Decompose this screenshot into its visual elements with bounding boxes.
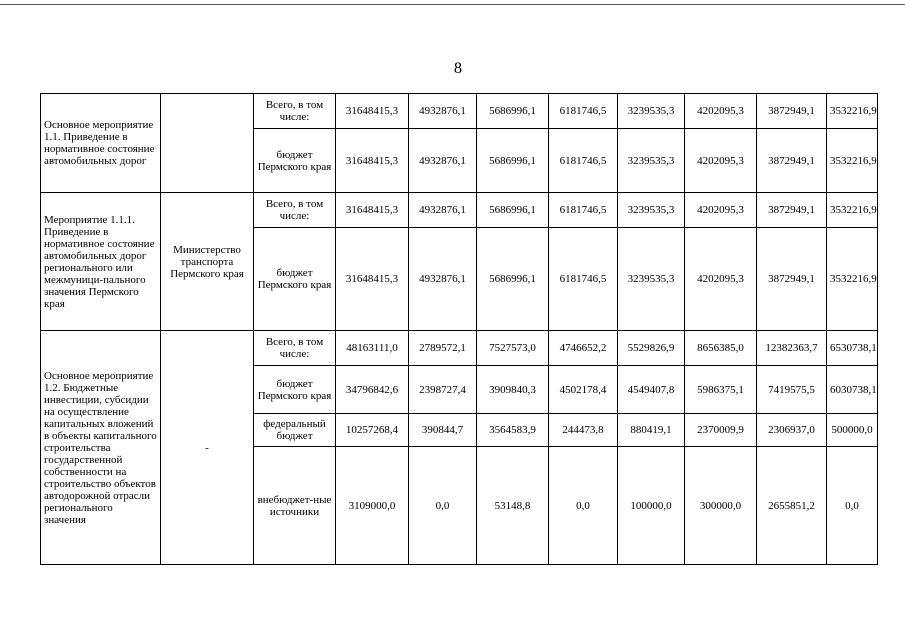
- funding-source: внебюджет-ные источники: [254, 447, 336, 565]
- amount-cell: 6030738,1: [827, 366, 878, 414]
- amount-cell: 0,0: [827, 447, 878, 565]
- executor-cell: -: [161, 331, 254, 565]
- amount-cell: 5686996,1: [477, 193, 549, 228]
- funding-source: федеральный бюджет: [254, 414, 336, 447]
- amount-cell: 7419575,5: [757, 366, 827, 414]
- amount-cell: 880419,1: [618, 414, 685, 447]
- table-row: [41, 94, 878, 129]
- amount-cell: 3872949,1: [757, 193, 827, 228]
- table-row: [41, 331, 878, 366]
- amount-cell: 300000,0: [685, 447, 757, 565]
- amount-cell: 31648415,3: [336, 94, 409, 129]
- amount-cell: 390844,7: [409, 414, 477, 447]
- page-number: 8: [454, 60, 462, 77]
- amount-cell: 2789572,1: [409, 331, 477, 366]
- amount-cell: 34796842,6: [336, 366, 409, 414]
- funding-source: бюджет Пермского края: [254, 366, 336, 414]
- amount-cell: 31648415,3: [336, 193, 409, 228]
- amount-cell: 48163111,0: [336, 331, 409, 366]
- amount-cell: 6530738,1: [827, 331, 878, 366]
- amount-cell: 3239535,3: [618, 129, 685, 193]
- amount-cell: 5986375,1: [685, 366, 757, 414]
- amount-cell: 500000,0: [827, 414, 878, 447]
- amount-cell: 6181746,5: [549, 228, 618, 331]
- amount-cell: 4932876,1: [409, 129, 477, 193]
- program-table: [40, 93, 878, 565]
- executor-cell: Министерство транспорта Пермского края: [161, 193, 254, 331]
- amount-cell: 10257268,4: [336, 414, 409, 447]
- table-row: [41, 193, 878, 228]
- amount-cell: 4202095,3: [685, 129, 757, 193]
- amount-cell: 3532216,9: [827, 193, 878, 228]
- amount-cell: 100000,0: [618, 447, 685, 565]
- amount-cell: 3532216,9: [827, 94, 878, 129]
- funding-source: бюджет Пермского края: [254, 228, 336, 331]
- amount-cell: 4932876,1: [409, 228, 477, 331]
- program-table-body: [41, 94, 878, 565]
- amount-cell: 53148,8: [477, 447, 549, 565]
- funding-source: Всего, в том числе:: [254, 94, 336, 129]
- amount-cell: 3872949,1: [757, 129, 827, 193]
- amount-cell: 4502178,4: [549, 366, 618, 414]
- amount-cell: 3532216,9: [827, 129, 878, 193]
- amount-cell: 3564583,9: [477, 414, 549, 447]
- amount-cell: 3109000,0: [336, 447, 409, 565]
- amount-cell: 6181746,5: [549, 129, 618, 193]
- amount-cell: 3872949,1: [757, 94, 827, 129]
- top-border-line: [0, 4, 905, 5]
- activity-name: Мероприятие 1.1.1. Приведение в нормативное состояние автомобильных дорог регионального или межмуници-пального значения Пермского края: [41, 193, 161, 331]
- executor-cell: [161, 94, 254, 193]
- amount-cell: 5686996,1: [477, 94, 549, 129]
- activity-name: Основное мероприятие 1.2. Бюджетные инвестиции, субсидии на осуществление капитальных вложений в объекты капитального строительства государственной собственности на строительство объектов автодорожной отрасли регионального значения: [41, 331, 161, 565]
- amount-cell: 4932876,1: [409, 193, 477, 228]
- amount-cell: 244473,8: [549, 414, 618, 447]
- amount-cell: 3872949,1: [757, 228, 827, 331]
- amount-cell: 4202095,3: [685, 228, 757, 331]
- amount-cell: 31648415,3: [336, 228, 409, 331]
- amount-cell: 3239535,3: [618, 228, 685, 331]
- amount-cell: 2398727,4: [409, 366, 477, 414]
- funding-source: бюджет Пермского края: [254, 129, 336, 193]
- amount-cell: 3239535,3: [618, 193, 685, 228]
- amount-cell: 6181746,5: [549, 193, 618, 228]
- amount-cell: 12382363,7: [757, 331, 827, 366]
- amount-cell: 4746652,2: [549, 331, 618, 366]
- funding-source: Всего, в том числе:: [254, 331, 336, 366]
- amount-cell: 8656385,0: [685, 331, 757, 366]
- amount-cell: 4549407,8: [618, 366, 685, 414]
- amount-cell: 6181746,5: [549, 94, 618, 129]
- funding-source: Всего, в том числе:: [254, 193, 336, 228]
- amount-cell: 2370009,9: [685, 414, 757, 447]
- amount-cell: 7527573,0: [477, 331, 549, 366]
- amount-cell: 3239535,3: [618, 94, 685, 129]
- amount-cell: 5686996,1: [477, 129, 549, 193]
- amount-cell: 4202095,3: [685, 94, 757, 129]
- amount-cell: 31648415,3: [336, 129, 409, 193]
- amount-cell: 5686996,1: [477, 228, 549, 331]
- activity-name: Основное мероприятие 1.1. Приведение в нормативное состояние автомобильных дорог: [41, 94, 161, 193]
- amount-cell: 5529826,9: [618, 331, 685, 366]
- amount-cell: 3532216,9: [827, 228, 878, 331]
- amount-cell: 2655851,2: [757, 447, 827, 565]
- amount-cell: 0,0: [549, 447, 618, 565]
- amount-cell: 3909840,3: [477, 366, 549, 414]
- amount-cell: 4202095,3: [685, 193, 757, 228]
- amount-cell: 0,0: [409, 447, 477, 565]
- amount-cell: 4932876,1: [409, 94, 477, 129]
- amount-cell: 2306937,0: [757, 414, 827, 447]
